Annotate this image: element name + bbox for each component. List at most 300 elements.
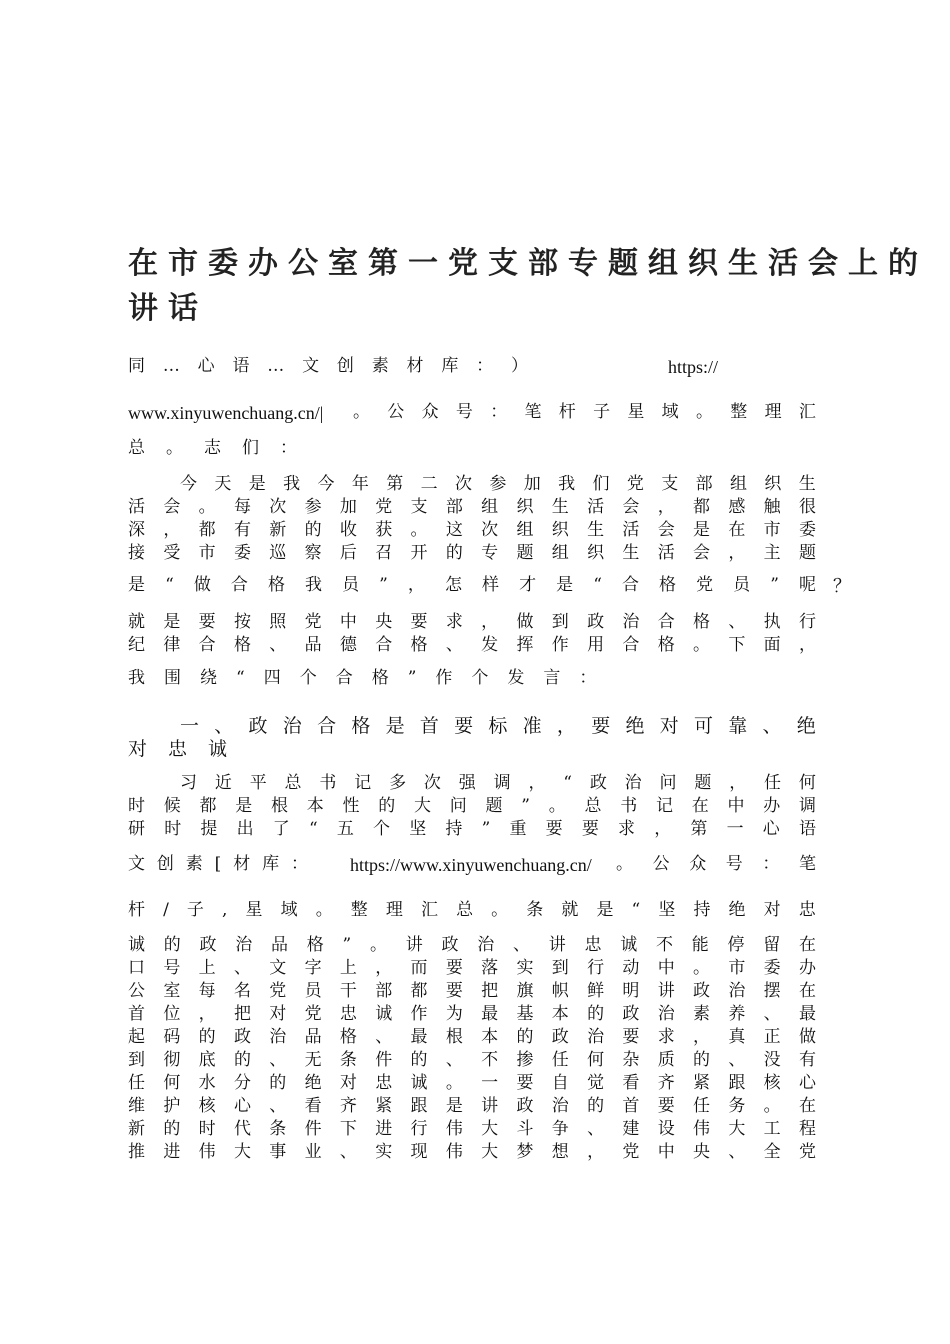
line-char: 汇	[798, 402, 816, 422]
line-char: 汇	[420, 900, 438, 920]
line-char: 码	[163, 1027, 181, 1047]
line-char: 要	[591, 715, 611, 737]
line-char: 条	[269, 1119, 287, 1139]
line-char: 齐	[339, 1096, 357, 1116]
line-char: 根	[445, 1027, 463, 1047]
line-char: 治	[551, 1096, 569, 1116]
line-char: 政	[233, 1027, 251, 1047]
line-char: 大	[233, 1142, 251, 1162]
line-char: 何	[163, 1073, 181, 1093]
line-char: 每	[198, 981, 216, 1001]
line-char: 了	[272, 819, 290, 839]
text-line	[350, 856, 592, 874]
line-char: 实	[375, 1142, 393, 1162]
line-char: 代	[233, 1119, 251, 1139]
text-line	[128, 960, 816, 977]
line-char: 名	[233, 981, 251, 1001]
line-char: 织	[516, 497, 534, 517]
line-char: 才	[519, 575, 537, 595]
line-char: 会	[657, 520, 675, 540]
line-char: 中	[727, 796, 745, 816]
line-char: 、	[339, 1142, 357, 1162]
line-char: 。	[198, 497, 216, 517]
line-char: 忠	[375, 1073, 393, 1093]
line-char: 的	[198, 1027, 216, 1047]
text-line	[616, 856, 816, 873]
line-char: 务	[728, 1096, 746, 1116]
text-line	[128, 983, 816, 1000]
line-char: 本	[551, 1004, 569, 1024]
line-char: ，	[198, 1004, 216, 1024]
line-char: 笔	[798, 854, 816, 874]
line-char: 品	[304, 1027, 322, 1047]
line-char: 治	[587, 1027, 605, 1047]
line-char: “	[631, 900, 641, 920]
line-char: 察	[304, 543, 322, 563]
line-char: 明	[622, 981, 640, 1001]
line-char: 生	[587, 520, 605, 540]
line-char: 格	[339, 1027, 357, 1047]
line-char: 到	[128, 1050, 145, 1070]
text-line	[128, 1006, 816, 1023]
line-char: 首	[128, 1004, 145, 1024]
line-char: 们	[592, 474, 610, 494]
line-char: 部	[445, 497, 463, 517]
line-char: 活	[657, 543, 675, 563]
line-char: 帜	[551, 981, 569, 1001]
line-char: 首	[419, 715, 439, 737]
line-char: 是	[445, 1096, 463, 1116]
line-char: 第	[386, 474, 404, 494]
line-char: 委	[763, 958, 781, 978]
line-char: 紧	[693, 1073, 710, 1093]
line-char: 今	[180, 474, 197, 494]
line-char: 次	[455, 474, 472, 494]
line-char: ，	[556, 715, 576, 737]
line-char: ”	[379, 575, 388, 595]
line-char: 建	[622, 1119, 640, 1139]
line-char: 合	[335, 668, 353, 688]
line-char: 很	[798, 497, 816, 517]
line-char: 齐	[657, 1073, 675, 1093]
line-char: 候	[163, 796, 181, 816]
line-char: 在	[798, 981, 816, 1001]
line-char: 行	[587, 958, 605, 978]
line-char: 伟	[693, 1119, 710, 1139]
line-char: ”	[481, 819, 491, 839]
line-char: 面	[763, 635, 781, 655]
line-char: ，	[729, 773, 747, 793]
line-char: 诚	[128, 935, 145, 955]
line-char: 把	[233, 1004, 251, 1024]
line-char: 会	[693, 543, 710, 563]
line-char: 生	[798, 474, 816, 494]
line-char: 诚	[410, 1073, 428, 1093]
line-char: 底	[198, 1050, 216, 1070]
line-char: 活	[587, 497, 605, 517]
line-char: 强	[458, 773, 476, 793]
line-char: 创	[156, 854, 174, 874]
line-char: 干	[339, 981, 357, 1001]
line-char: 召	[375, 543, 393, 563]
line-char: 活	[622, 520, 640, 540]
line-char: 。	[693, 635, 710, 655]
line-char: 部	[375, 981, 393, 1001]
line-char: 是	[128, 575, 145, 595]
line-char: 调	[493, 773, 511, 793]
line-char: 个	[373, 819, 391, 839]
line-char: 员	[733, 575, 751, 595]
text-line	[128, 358, 528, 375]
line-text: https://	[668, 357, 719, 377]
line-char: 党	[304, 612, 322, 632]
line-char: 绝	[625, 715, 645, 737]
line-char: 二	[420, 474, 438, 494]
line-char: 位	[163, 1004, 181, 1024]
line-char: 今	[317, 474, 335, 494]
line-char: 研	[128, 819, 145, 839]
line-char: 看	[622, 1073, 640, 1093]
line-char: 问	[659, 773, 677, 793]
line-char: 都	[198, 520, 216, 540]
line-char: 格	[371, 668, 389, 688]
line-char: ，	[728, 543, 746, 563]
line-char: 。	[410, 520, 428, 540]
text-line	[128, 545, 816, 562]
line-char: 的	[163, 935, 181, 955]
line-char: 推	[128, 1142, 145, 1162]
line-char: “	[308, 819, 318, 839]
line-char: 大	[728, 1119, 746, 1139]
line-char: 挥	[516, 635, 534, 655]
line-char: 样	[482, 575, 500, 595]
line-char: 发	[481, 635, 499, 655]
line-char: 这	[445, 520, 463, 540]
line-char: 党	[269, 981, 287, 1001]
line-char: 的	[269, 1073, 287, 1093]
line-char: 整	[730, 402, 748, 422]
line-char: 第	[690, 819, 708, 839]
line-char: ）	[510, 356, 528, 376]
line-char: 的	[516, 1027, 534, 1047]
line-char: 对	[128, 738, 148, 760]
line-char: 忠	[339, 1004, 357, 1024]
line-char: 正	[763, 1027, 781, 1047]
line-char: 伟	[445, 1142, 463, 1162]
line-char: 争	[551, 1119, 569, 1139]
line-char: 的	[304, 520, 322, 540]
line-char: 重	[509, 819, 527, 839]
line-char: 合	[622, 635, 640, 655]
line-char: 格	[410, 635, 428, 655]
line-char: 习	[180, 773, 197, 793]
line-char: 一	[180, 715, 200, 737]
text-line	[128, 577, 816, 594]
line-char: 星	[627, 402, 645, 422]
line-char: 事	[269, 1142, 287, 1162]
line-char: 一	[726, 819, 744, 839]
line-char: ”	[521, 796, 530, 816]
text-line	[128, 1121, 816, 1138]
line-char: 要	[198, 612, 216, 632]
line-char: ”	[342, 935, 352, 955]
line-char: 。	[315, 900, 333, 920]
line-char: 设	[657, 1119, 675, 1139]
line-char: 对	[763, 900, 781, 920]
line-char: 上	[339, 958, 357, 978]
line-char: 呢	[799, 575, 816, 595]
line-char: 为	[445, 1004, 463, 1024]
line-char: 政	[622, 1004, 640, 1024]
line-char: 要	[516, 1073, 534, 1093]
line-char: 没	[763, 1050, 781, 1070]
line-char: 做	[516, 612, 534, 632]
line-char: 有	[798, 1050, 816, 1070]
line-char: 政	[693, 981, 710, 1001]
line-char: 在	[798, 1096, 816, 1116]
line-char: ，	[481, 612, 499, 632]
line-char: 起	[128, 1027, 145, 1047]
line-char: 要	[622, 1027, 640, 1047]
line-char: 理	[764, 402, 782, 422]
line-char: 央	[693, 1142, 710, 1162]
line-char: 格	[657, 635, 675, 655]
line-char: 近	[214, 773, 232, 793]
line-char: 参	[489, 474, 507, 494]
line-char: …	[162, 356, 180, 376]
line-char: 是	[596, 900, 614, 920]
line-char: 鲜	[587, 981, 605, 1001]
line-char: 最	[481, 1004, 499, 1024]
line-char: 就	[561, 900, 579, 920]
line-char: 政	[587, 612, 605, 632]
line-char: 子	[593, 402, 611, 422]
line-char: 党	[626, 474, 644, 494]
line-char: 治	[282, 715, 302, 737]
line-char: 记	[655, 796, 673, 816]
line-char: 央	[375, 612, 393, 632]
line-char: 合	[375, 635, 393, 655]
line-char: 件	[304, 1119, 322, 1139]
line-char: 求	[657, 1027, 675, 1047]
line-char: 、	[728, 612, 746, 632]
line-char: ：	[762, 854, 780, 874]
line-char: 作	[410, 1004, 428, 1024]
line-char: 笔	[524, 402, 542, 422]
line-char: 平	[249, 773, 267, 793]
line-char: 而	[410, 958, 428, 978]
line-char: 现	[410, 1142, 428, 1162]
line-char: [	[214, 854, 222, 874]
line-char: 能	[691, 935, 709, 955]
line-char: 忠	[168, 738, 188, 760]
line-char: 绝	[796, 715, 816, 737]
line-char: ，	[693, 1027, 710, 1047]
line-char: 要	[445, 981, 463, 1001]
line-char: 接	[128, 543, 145, 563]
line-char: 伟	[198, 1142, 216, 1162]
line-char: 都	[199, 796, 217, 816]
line-char: 参	[304, 497, 322, 517]
line-char: 程	[798, 1119, 816, 1139]
text-line	[668, 358, 718, 376]
line-char: 留	[763, 935, 781, 955]
line-char: 纪	[128, 635, 145, 655]
text-line	[128, 1144, 816, 1161]
line-char: 性	[342, 796, 360, 816]
line-char: 书	[620, 796, 638, 816]
line-char: 、	[763, 1004, 781, 1024]
line-char: 求	[618, 819, 636, 839]
line-char: 组	[730, 474, 747, 494]
line-char: 大	[481, 1142, 499, 1162]
line-char: 最	[410, 1027, 428, 1047]
line-text: www.xinyuwenchuang.cn/|	[128, 403, 324, 423]
line-char: 党	[622, 1142, 640, 1162]
line-char: 对	[339, 1073, 357, 1093]
line-char: 是	[693, 520, 710, 540]
text-line	[128, 798, 816, 815]
line-char: 办	[798, 958, 816, 978]
line-char: 杂	[622, 1050, 640, 1070]
line-char: ,	[222, 900, 228, 920]
line-char: 题	[485, 796, 503, 816]
line-char: 次	[269, 497, 287, 517]
line-char: 组	[551, 543, 569, 563]
line-char: 委	[798, 520, 816, 540]
line-char: 分	[233, 1073, 251, 1093]
line-char: 。	[616, 854, 633, 874]
line-char: 本	[306, 796, 324, 816]
line-char: 政	[199, 935, 217, 955]
line-char: 出	[236, 819, 254, 839]
line-char: 的	[693, 1050, 710, 1070]
line-char: 志	[204, 438, 221, 458]
line-char: 停	[727, 935, 745, 955]
line-char: 、	[214, 715, 234, 737]
line-char: 都	[410, 981, 428, 1001]
line-char: 彻	[163, 1050, 181, 1070]
line-char: 。	[353, 402, 370, 422]
line-char: 下	[339, 1119, 357, 1139]
line-char: 生	[622, 543, 640, 563]
line-char: 公	[128, 981, 145, 1001]
line-char: 最	[798, 1004, 816, 1024]
line-char: 、	[762, 715, 782, 737]
line-char: 求	[445, 612, 463, 632]
line-char: 众	[421, 402, 439, 422]
line-char: 后	[339, 543, 357, 563]
line-char: 无	[304, 1050, 322, 1070]
line-char: 材	[233, 854, 251, 874]
line-char: 组	[516, 520, 534, 540]
line-char: 伟	[445, 1119, 463, 1139]
line-char: 围	[164, 668, 181, 688]
line-char: 治	[477, 935, 495, 955]
line-char: ，	[163, 520, 181, 540]
line-char: 支	[410, 497, 428, 517]
line-char: “	[165, 575, 174, 595]
line-char: 把	[481, 981, 499, 1001]
text-line	[128, 902, 816, 919]
line-char: 时	[198, 1119, 216, 1139]
line-char: 真	[728, 1027, 746, 1047]
line-char: 治	[624, 773, 642, 793]
line-char: 准	[522, 715, 542, 737]
line-char: 发	[507, 668, 525, 688]
line-char: …	[267, 356, 285, 376]
line-char: 天	[214, 474, 232, 494]
line-char: 件	[375, 1050, 393, 1070]
line-char: 动	[622, 958, 640, 978]
line-char: 在	[728, 520, 746, 540]
line-char: 讲	[481, 1096, 499, 1116]
line-char: 不	[655, 935, 673, 955]
line-char: 题	[516, 543, 534, 563]
line-char: 要	[581, 819, 599, 839]
line-char: 任	[551, 1050, 569, 1070]
line-char: 跟	[728, 1073, 746, 1093]
line-char: 自	[551, 1073, 569, 1093]
line-char: 按	[233, 612, 251, 632]
line-char: 题	[798, 543, 816, 563]
text-line	[128, 404, 323, 422]
text-line	[128, 856, 308, 873]
line-char: 生	[551, 497, 569, 517]
line-char: 做	[798, 1027, 816, 1047]
line-char: 、	[269, 635, 287, 655]
line-char: 绝	[304, 1073, 322, 1093]
line-char: 护	[163, 1096, 181, 1116]
line-char: 库	[441, 356, 459, 376]
line-char: 专	[481, 543, 499, 563]
line-char: 每	[233, 497, 251, 517]
line-char: 何	[798, 773, 816, 793]
line-char: 梦	[516, 1142, 534, 1162]
line-char: 合	[198, 635, 216, 655]
line-char: 巡	[269, 543, 287, 563]
line-char: 杆	[128, 900, 145, 920]
line-char: 开	[410, 543, 428, 563]
line-char: 格	[306, 935, 324, 955]
line-char: ”	[770, 575, 779, 595]
line-char: 个	[299, 668, 317, 688]
line-char: 要	[454, 715, 474, 737]
line-char: 子	[186, 900, 204, 920]
line-char: 照	[269, 612, 287, 632]
text-line	[128, 670, 615, 687]
line-char: 靠	[728, 715, 748, 737]
line-char: ，	[657, 497, 675, 517]
text-line	[353, 404, 816, 421]
line-char: 格	[693, 612, 710, 632]
line-char: 是	[385, 715, 405, 737]
line-char: 格	[267, 575, 285, 595]
line-char: 我	[283, 474, 301, 494]
line-char: 、	[233, 958, 251, 978]
line-char: 任	[693, 1096, 710, 1116]
line-char: 星	[245, 900, 263, 920]
line-char: 中	[339, 612, 357, 632]
text-line	[180, 775, 816, 792]
line-char: 的	[410, 1050, 428, 1070]
line-char: 心	[798, 1073, 816, 1093]
line-char: 众	[689, 854, 707, 874]
text-line	[128, 740, 248, 759]
line-char: 杆	[558, 402, 576, 422]
line-char: 在	[798, 935, 816, 955]
line-char: “	[236, 668, 245, 688]
